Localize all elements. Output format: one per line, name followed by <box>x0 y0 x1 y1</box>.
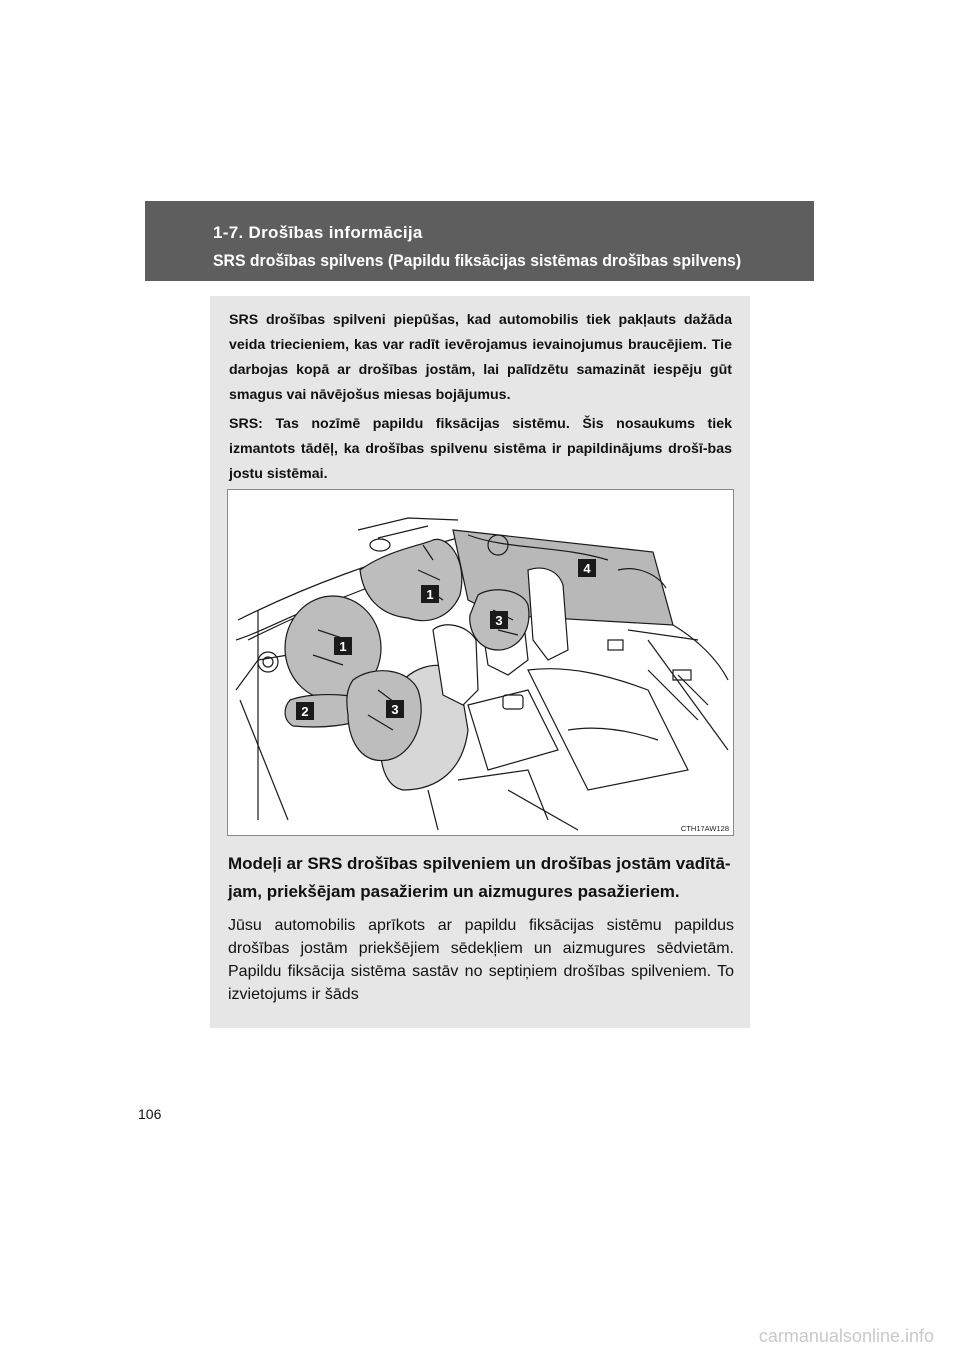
chapter-title: 1-7. Drošības informācija <box>213 223 423 242</box>
svg-text:4: 4 <box>583 561 591 576</box>
figure-code: CTH17AW128 <box>680 824 729 833</box>
svg-text:1: 1 <box>339 639 347 654</box>
section-header <box>145 201 814 281</box>
marker-4-curtain <box>578 559 596 577</box>
intro-paragraph: SRS drošības spilveni piepūšas, kad automobilis tiek pakļauts dažāda veida triecieniem, kas var radīt ievērojamus ievainojumus braucējiem. Tie darbojas kopā ar drošības jostām, lai palīdzētu samazināt iespēju gūt smagus vai nāvējošus miesas bojājumus. <box>229 312 732 403</box>
svg-text:2: 2 <box>301 704 309 719</box>
site-watermark: carmanualsonline.info <box>758 1326 934 1346</box>
srs-definition-paragraph: SRS: Tas nozīmē papildu fiksācijas sistēmu. Šis nosaukums tiek izmantots tādēļ, ka drošības spilvenu sistēma ir papildinājums drošī-bas jostu sistēmai. <box>229 416 732 482</box>
marker-2-knee <box>296 702 314 720</box>
page-number: 106 <box>138 1106 162 1122</box>
content-panel <box>210 296 750 1028</box>
model-subheading: Modeļi ar SRS drošības spilveniem un drošības jostām vadītā-jam, priekšējam pasažierim un aizmugures pasažieriem. <box>228 854 731 901</box>
description-paragraph: Jūsu automobilis aprīkots ar papildu fiksācijas sistēmu papildus drošības jostām priekšējiem sēdekļiem un aizmugures sēdvietām. Papildu fiksācija sistēma sastāv no septiņiem drošības spilveniem. To izvietojums ir šāds <box>228 917 734 1003</box>
marker-1-driver <box>334 637 352 655</box>
airbag-illustration <box>227 489 734 836</box>
svg-text:1: 1 <box>426 587 434 602</box>
car-interior-drawing <box>228 490 733 835</box>
svg-text:3: 3 <box>495 613 503 628</box>
marker-1-passenger <box>421 585 439 603</box>
marker-3-driver-side <box>386 700 404 718</box>
section-title: SRS drošības spilvens (Papildu fiksācijas sistēmas drošības spilvens) <box>213 251 742 270</box>
svg-text:3: 3 <box>391 702 399 717</box>
marker-3-passenger-side <box>490 611 508 629</box>
